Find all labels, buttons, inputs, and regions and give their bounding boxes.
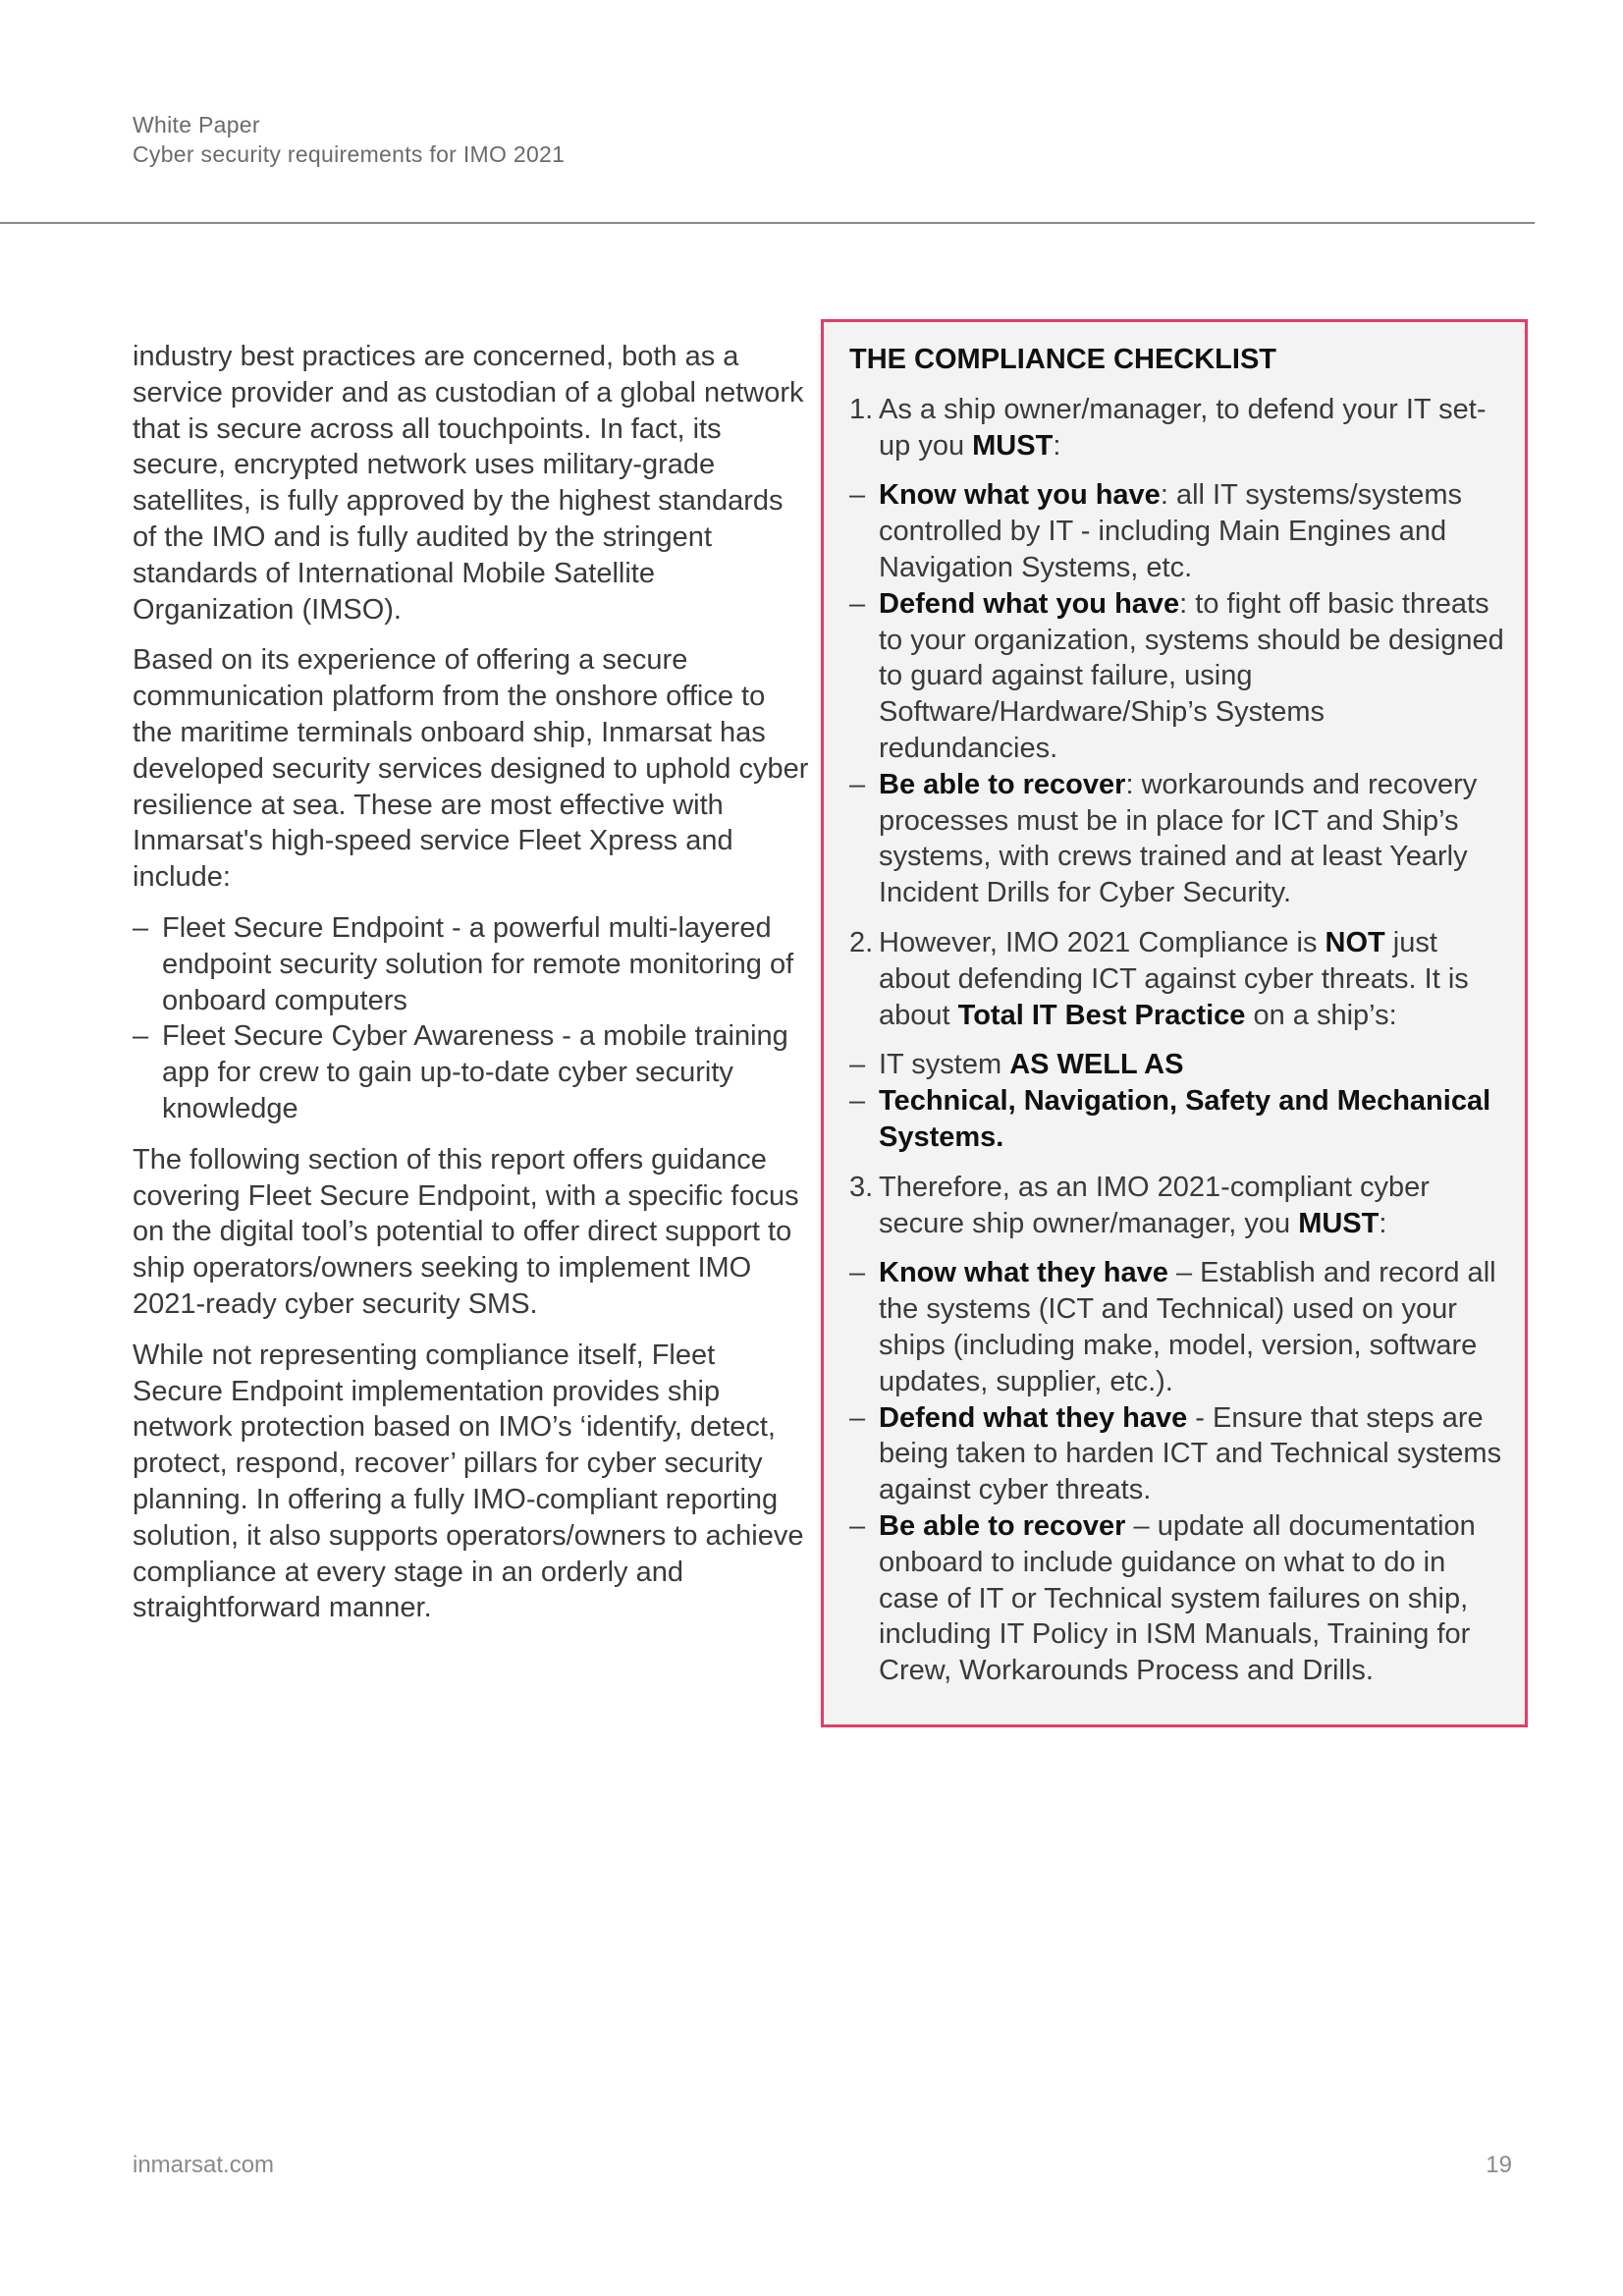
item-emphasis: Be able to recover: [879, 1509, 1126, 1542]
document-type: White Paper: [133, 112, 260, 137]
item-text: : all IT systems/systems controlled by IT - including Main Engines and Navigation Systems, etc.: [879, 479, 1463, 583]
checklist-item-3: [849, 1170, 1507, 1242]
item-text-end: :: [1379, 1207, 1387, 1239]
list-item-text: Fleet Secure Cyber Awareness - a mobile training app for crew to gain up-to-date cyber security knowledge: [162, 1020, 788, 1124]
item-emphasis: Total IT Best Practice: [957, 999, 1246, 1031]
dash-bullet: –: [849, 479, 866, 512]
item-emphasis: Technical, Navigation, Safety and Mechanical Systems.: [879, 1085, 1491, 1153]
checklist-sublist-1: [849, 477, 1507, 911]
checklist-title: THE COMPLIANCE CHECKLIST: [849, 344, 1276, 375]
item-emphasis: Know what they have: [879, 1257, 1168, 1289]
item-emphasis: MUST: [972, 429, 1054, 462]
page-number: 19: [1486, 2152, 1512, 2178]
item-number: 2.: [849, 926, 874, 958]
list-item: [849, 1400, 1507, 1508]
compliance-checklist-box: [821, 319, 1528, 1727]
checklist-item-1: [849, 392, 1507, 465]
item-text: However, IMO 2021 Compliance is: [879, 926, 1325, 958]
checklist-sublist-3: [849, 1255, 1507, 1689]
item-text: – update all documentation onboard to include guidance on what to do in case of IT or Technical system failures on ship, including IT Policy in ISM Manuals, Training for Crew, Workarounds Process and Drills.: [879, 1509, 1476, 1687]
list-item: [849, 1508, 1507, 1689]
item-text: just about defending ICT against cyber threats. It is about: [879, 926, 1469, 1031]
services-list: [133, 910, 810, 1127]
dash-bullet: –: [849, 1085, 866, 1118]
item-emphasis: Know what you have: [879, 479, 1161, 512]
paragraph-intro: industry best practices are concerned, both as a service provider and as custodian of a global network that is secure across all touchpoints. In fact, its secure, encrypted network uses military-grade satellites, is fully approved by the highest standards of the IMO and is fully audited by the stringent standards of International Mobile Satellite Organization (IMSO).: [133, 341, 804, 626]
item-emphasis: Defend what you have: [879, 587, 1180, 620]
paragraph-experience: Based on its experience of offering a secure communication platform from the onshore office to the maritime terminals onboard ship, Inmarsat has developed security services designed to uphold cyber resilience at sea. These are most effective with Inmarsat's high-speed service Fleet Xpress and include:: [133, 644, 809, 894]
list-item: [133, 910, 810, 1018]
checklist-content: [849, 342, 1507, 1703]
item-text-end: :: [1053, 429, 1061, 462]
item-text: – Establish and record all the systems (ICT and Technical) used on your ships (including make, model, version, software updates, supplier, etc.).: [879, 1257, 1496, 1397]
item-emphasis: MUST: [1298, 1207, 1380, 1239]
dash-bullet: –: [849, 587, 866, 620]
item-text: Therefore, as an IMO 2021-compliant cyber secure ship owner/manager, you: [879, 1171, 1430, 1239]
list-item-text: Fleet Secure Endpoint - a powerful multi-layered endpoint security solution for remote monitoring of onboard computers: [162, 911, 794, 1016]
checklist-sublist-2: [849, 1047, 1507, 1155]
item-text: : to fight off basic threats to your organization, systems should be designed to guard against failure, using Software/Hardware/Ship’s Systems redundancies.: [879, 587, 1504, 764]
list-item: [849, 1047, 1507, 1083]
item-emphasis: NOT: [1325, 926, 1385, 958]
list-item: [849, 477, 1507, 585]
item-number: 3.: [849, 1171, 874, 1203]
dash-bullet: –: [849, 1049, 866, 1081]
list-item: [133, 1018, 810, 1126]
item-text: : workarounds and recovery processes must be in place for ICT and Ship’s systems, with crews trained and at least Yearly Incident Drills for Cyber Security.: [879, 768, 1478, 909]
item-text: As a ship owner/manager, to defend your IT set-up you: [879, 393, 1487, 462]
dash-bullet: –: [133, 911, 149, 944]
header-divider: [0, 222, 1535, 224]
list-item: [849, 1083, 1507, 1156]
page-header: [133, 110, 565, 169]
dash-bullet: –: [849, 768, 866, 800]
checklist-item-2: [849, 925, 1507, 1033]
dash-bullet: –: [849, 1509, 866, 1542]
dash-bullet: –: [133, 1020, 149, 1053]
paragraph-implementation: While not representing compliance itself, Fleet Secure Endpoint implementation provides ship network protection based on IMO’s ‘identify, detect, protect, respond, recover’ pillars for cyber security planning. In offering a fully IMO-compliant reporting solution, it also supports operators/owners to achieve compliance at every stage in an orderly and straightforward manner.: [133, 1339, 804, 1624]
item-text: on a ship’s:: [1245, 999, 1397, 1031]
list-item: [849, 767, 1507, 911]
item-number: 1.: [849, 393, 874, 425]
list-item: [849, 586, 1507, 767]
item-text: - Ensure that steps are being taken to harden ICT and Technical systems against cyber threats.: [879, 1401, 1502, 1506]
item-emphasis: Be able to recover: [879, 768, 1126, 800]
item-emphasis: Defend what they have: [879, 1401, 1188, 1434]
item-emphasis: AS WELL AS: [1009, 1049, 1184, 1081]
list-item: [849, 1255, 1507, 1399]
dash-bullet: –: [849, 1257, 866, 1289]
footer-website-link[interactable]: inmarsat.com: [133, 2152, 275, 2178]
item-text: IT system: [879, 1049, 1010, 1081]
dash-bullet: –: [849, 1401, 866, 1434]
paragraph-guidance: The following section of this report offers guidance covering Fleet Secure Endpoint, with a specific focus on the digital tool’s potential to offer direct support to ship operators/owners seeking to implement IMO 2021-ready cyber security SMS.: [133, 1143, 799, 1320]
document-title: Cyber security requirements for IMO 2021: [133, 141, 566, 167]
body-column-left: [133, 339, 810, 1641]
